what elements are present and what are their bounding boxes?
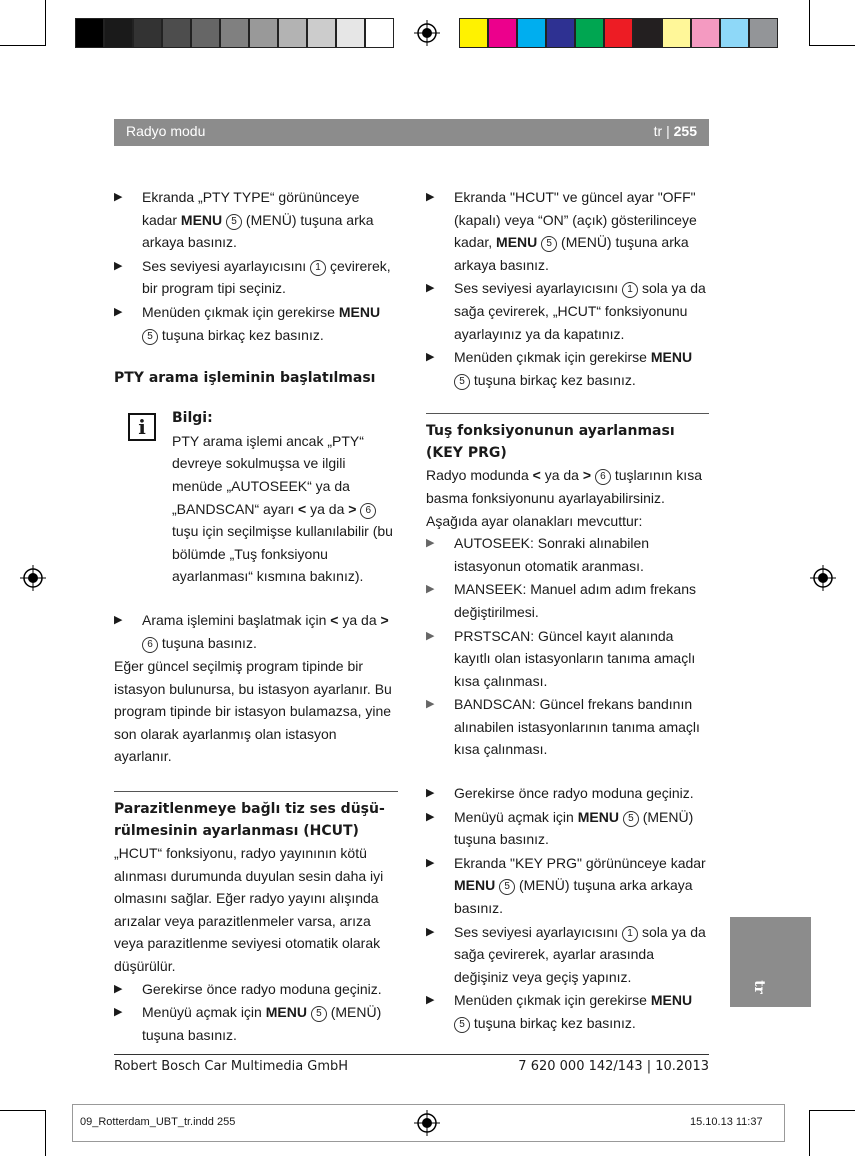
color-swatch (191, 18, 220, 48)
info-icon: i (128, 413, 156, 441)
slug-datetime: 15.10.13 11:37 (690, 1116, 763, 1128)
color-swatch (488, 18, 517, 48)
triangle-right-icon: ▶ (114, 259, 123, 272)
section-heading: Parazitlenmeye bağlı tiz ses düşürülmesinin ayarlanması (HCUT) (114, 801, 385, 840)
triangle-right-icon: ▶ (426, 994, 435, 1007)
list-item: ▶ Ses seviyesi ayarlayıcısını 1 sola ya da sağa çevirerek, ayarlar arasında değişiniz veya geçiş yapınız. (426, 921, 709, 989)
language-tab (730, 917, 811, 1007)
list-item: ▶ Menüden çıkmak için gerekirse MENU 5 tuşuna birkaç kez basınız. (426, 346, 709, 391)
triangle-right-icon: ▶ (426, 537, 435, 550)
triangle-right-icon: ▶ (426, 629, 435, 642)
triangle-right-icon: ▶ (114, 1006, 123, 1019)
list-item: ▶ Menüyü açmak için MENU 5 (MENÜ) tuşuna basınız. (426, 806, 709, 851)
color-swatch (604, 18, 633, 48)
crop-mark (45, 0, 46, 46)
color-swatch (365, 18, 394, 48)
footer-docref: 7 620 000 142/143 | 10.2013 (518, 1059, 709, 1074)
list-item: ▶ Gerekirse önce radyo moduna geçiniz. (426, 782, 709, 805)
crop-mark (809, 1110, 810, 1156)
paragraph: Radyo modunda < ya da > 6 tuşlarının kısa basma fonksiyonunu ayarlayabilirsiniz. Aşağıda ayar olanakları mevcuttur: (426, 467, 702, 529)
paragraph: „HCUT“ fonksiyonu, radyo yayınının kötü alınması durumunda duyulan sesin daha iyi olmasını sağlar. Eğer radyo yayını alışında arızalar veya parazitlenmeler varsa, arıza veya parazitlenme seviyesi otomatik olarak düşürülür. (114, 845, 384, 975)
key-number: 5 (311, 1006, 327, 1022)
footer-company: Robert Bosch Car Multimedia GmbH (114, 1059, 349, 1074)
crop-mark (45, 1110, 46, 1156)
registration-mark-icon (414, 20, 440, 46)
info-box (114, 407, 398, 588)
key-number: 5 (541, 236, 557, 252)
color-swatch (336, 18, 365, 48)
key-number: 5 (499, 879, 515, 895)
color-swatch (517, 18, 546, 48)
key-number: 6 (595, 469, 611, 485)
triangle-right-icon: ▶ (114, 305, 123, 318)
list-item: ▶ Menüden çıkmak için gerekirse MENU 5 tuşuna birkaç kez basınız. (114, 301, 398, 346)
key-number: 1 (622, 282, 638, 298)
triangle-right-icon: ▶ (114, 191, 123, 203)
crop-mark (809, 1110, 855, 1111)
list-item: ▶ Arama işlemini başlatmak için < ya da > 6 tuşuna basınız. (114, 609, 398, 654)
key-number: 5 (454, 374, 470, 390)
triangle-right-icon: ▶ (426, 810, 435, 823)
section-heading: Tuş fonksiyonunun ayarlanması (KEY PRG) (426, 423, 675, 462)
registration-mark-icon (810, 565, 836, 591)
key-number: 5 (623, 811, 639, 827)
color-swatch (220, 18, 249, 48)
option-item: ▶ AUTOSEEK: Sonraki alınabilen istasyonun otomatik aranması. (426, 532, 709, 577)
key-number: 6 (360, 503, 376, 519)
info-title: Bilgi: (172, 410, 213, 427)
color-swatch (307, 18, 336, 48)
language-tab-label: tr (750, 980, 767, 994)
option-item: ▶ MANSEEK: Manuel adım adım frekans değiştirilmesi. (426, 578, 709, 623)
paragraph: Eğer güncel seçilmiş program tipinde bir istasyon bulunursa, bu istasyon ayarlanır. Bu program tipinde bir istasyon bulamazsa, yine son olarak ayarlanmış olan istasyon ayarlanır. (114, 658, 392, 765)
right-column (426, 186, 709, 1036)
registration-mark-icon (20, 565, 46, 591)
left-column (114, 186, 398, 1047)
list-item: ▶ Ekranda „PTY TYPE“ görününceye kadar MENU 5 (MENÜ) tuşuna arka arkaya basınız. (114, 186, 398, 254)
list-item: ▶ Gerekirse önce radyo moduna geçiniz. (114, 978, 398, 1001)
color-swatch (133, 18, 162, 48)
list-item: ▶ Menüyü açmak için MENU 5 (MENÜ) tuşuna basınız. (114, 1001, 398, 1046)
key-number: 1 (310, 260, 326, 276)
key-number: 6 (142, 637, 158, 653)
crop-mark (0, 1110, 46, 1111)
list-item: ▶ Ekranda "HCUT" ve güncel ayar "OFF" (kapalı) veya “ON” (açık) gösterilinceye kadar, MENU 5 (MENÜ) tuşuna arka arkaya basınız. (426, 186, 709, 276)
color-swatch (75, 18, 104, 48)
section-title: Radyo modu (126, 123, 206, 139)
page-number: tr | 255 (653, 123, 697, 139)
color-swatch (162, 18, 191, 48)
triangle-right-icon: ▶ (426, 856, 435, 869)
triangle-right-icon: ▶ (114, 982, 123, 995)
key-number: 5 (142, 329, 158, 345)
color-swatch (575, 18, 604, 48)
triangle-right-icon: ▶ (426, 925, 435, 938)
triangle-right-icon: ▶ (426, 583, 435, 596)
triangle-right-icon: ▶ (426, 351, 435, 364)
info-text: PTY arama işlemi ancak „PTY“ devreye sokulmuşsa ve ilgili menüde „AUTOSEEK“ ya da „BANDSCAN“ ayarı < ya da > 6 tuşu için seçilmişse kullanılabilir (bu bölümde „Tuş fonksiyonu ayarlanması“ kısmına bakınız). (172, 432, 393, 585)
key-number: 5 (226, 214, 242, 230)
triangle-right-icon: ▶ (426, 698, 435, 711)
color-swatch (546, 18, 575, 48)
option-item: ▶ BANDSCAN: Güncel frekans bandının alınabilen istasyonlarının tanıma amaçlı kısa çalınması. (426, 693, 709, 761)
slug-filename: 09_Rotterdam_UBT_tr.indd 255 (80, 1116, 236, 1128)
triangle-right-icon: ▶ (426, 787, 435, 800)
list-item: ▶ Ses seviyesi ayarlayıcısını 1 sola ya da sağa çevirerek, „HCUT“ fonksiyonunu ayarlayınız ya da kapatınız. (426, 277, 709, 345)
color-swatch (459, 18, 488, 48)
crop-mark (809, 45, 855, 46)
page-header (114, 119, 709, 146)
triangle-right-icon: ▶ (426, 282, 435, 295)
crop-mark (809, 0, 810, 46)
crop-mark (0, 45, 46, 46)
option-item: ▶ PRSTSCAN: Güncel kayıt alanında kayıtlı olan istasyonların tanıma amaçlı kısa çalınması. (426, 625, 709, 693)
color-swatch (278, 18, 307, 48)
color-swatch (720, 18, 749, 48)
list-item: ▶ Ekranda "KEY PRG" görününceye kadar MENU 5 (MENÜ) tuşuna arka arkaya basınız. (426, 852, 709, 920)
color-swatch (691, 18, 720, 48)
color-swatch (104, 18, 133, 48)
section-divider (426, 413, 709, 414)
color-swatch (633, 18, 662, 48)
color-swatch (249, 18, 278, 48)
triangle-right-icon: ▶ (426, 191, 435, 203)
key-number: 1 (622, 926, 638, 942)
section-divider (114, 791, 398, 792)
list-item: ▶ Menüden çıkmak için gerekirse MENU 5 tuşuna birkaç kez basınız. (426, 989, 709, 1034)
color-swatch (662, 18, 691, 48)
section-heading: PTY arama işleminin başlatılması (114, 370, 376, 387)
color-swatch (749, 18, 778, 48)
triangle-right-icon: ▶ (114, 613, 123, 626)
key-number: 5 (454, 1017, 470, 1033)
list-item: ▶ Ses seviyesi ayarlayıcısını 1 çevirerek, bir program tipi seçiniz. (114, 255, 398, 300)
footer-divider (114, 1054, 709, 1055)
